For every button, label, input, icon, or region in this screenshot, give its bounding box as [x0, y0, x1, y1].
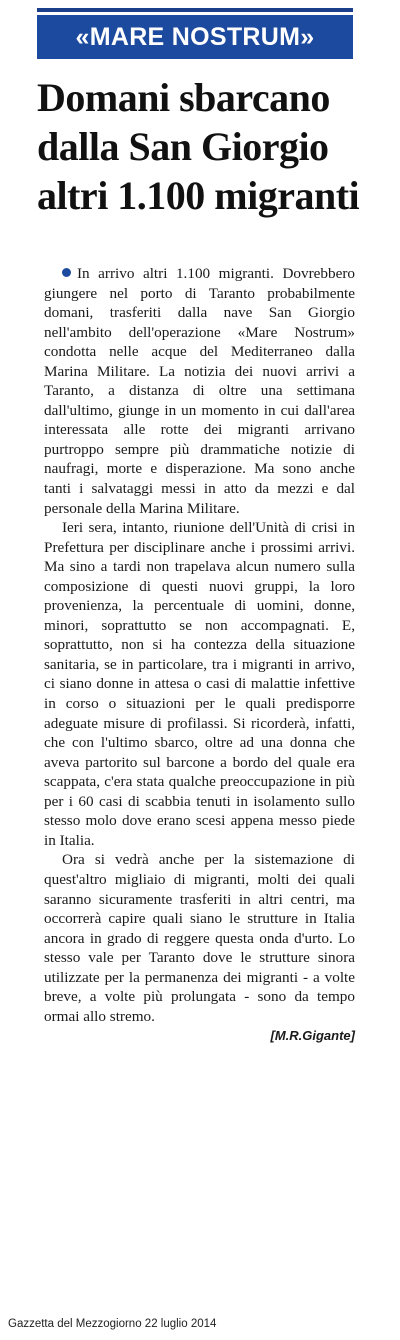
headline — [37, 73, 367, 220]
section-kicker: «MARE NOSTRUM» — [37, 15, 353, 59]
paragraph-2: Ieri sera, intanto, riunione dell'Unità di crisi in Prefettura per disciplinare anche i prossimi arrivi. Ma sino a tardi non trapelava alcun numero sulla composizione di questi nuovi gruppi, la loro provenienza, la percentuale di uomini, donne, minori, soprattutto se non accompagnati. E, soprattutto, non si ha contezza della situazione sanitaria, se in particolare, tra i migranti in arrivo, ci siano donne in attesa o casi di malattie infettive in corso o situazioni per le quali predisporre adeguate misure di profilassi. Si ricorderà, infatti, che con l'ultimo sbarco, oltre ad una donna che aveva partorito sul barcone a bordo del quale era scappata, c'era stata qualche preoccupazione in più per i 60 casi di scabbia tenuti in isolamento sullo stesso molo dove erano scesi appena messo piede in Italia. — [44, 519, 355, 849]
article-body — [44, 264, 355, 1046]
paragraph-1 — [44, 264, 355, 518]
headline-line-1: Domani sbarcano — [37, 75, 330, 120]
headline-line-3: altri 1.100 migranti — [37, 173, 360, 218]
paragraph-1-text: In arrivo altri 1.100 migranti. Dovrebbero giungere nel porto di Taranto probabilmente domani, trasferiti dalla nave San Giorgio nell'ambito dell'operazione «Mare Nostrum» condotta nelle acque del Mediterraneo dalla Marina Militare. La notizia dei nuovi arrivi a Taranto, a distanza di oltre una settimana dall'ultimo, giunge in un momento in cui dall'area interessata alle rotte dei migranti arrivano purtroppo sempre più drammatiche notizie di naufragi, morte e disperazione. Ma sono anche tanti i salvataggi messi in atto da mezzi e dal personale della Marina Militare. — [44, 265, 355, 517]
headline-line-2: dalla San Giorgio — [37, 124, 329, 169]
top-rule — [37, 8, 353, 12]
source-footer: Gazzetta del Mezzogiorno 22 luglio 2014 — [8, 1318, 217, 1330]
bullet-dot-icon — [62, 268, 71, 277]
paragraph-3-text: Ora si vedrà anche per la sistemazione di quest'altro migliaio di migranti, molti dei quali saranno sicuramente trasferiti in altri centri, ma occorrerà capire quali siano le strutture in Italia ancora in grado di reggere questa onda d'urto. Lo stesso vale per Taranto dove le strutture sinora utilizzate per la permanenza dei migranti - a volte breve, a volte più prolungata - sono da tempo ormai allo stremo. — [44, 851, 355, 1025]
byline: [M.R.Gigante] — [270, 1028, 355, 1044]
byline-row — [44, 1026, 355, 1046]
paragraph-3 — [44, 850, 355, 1026]
